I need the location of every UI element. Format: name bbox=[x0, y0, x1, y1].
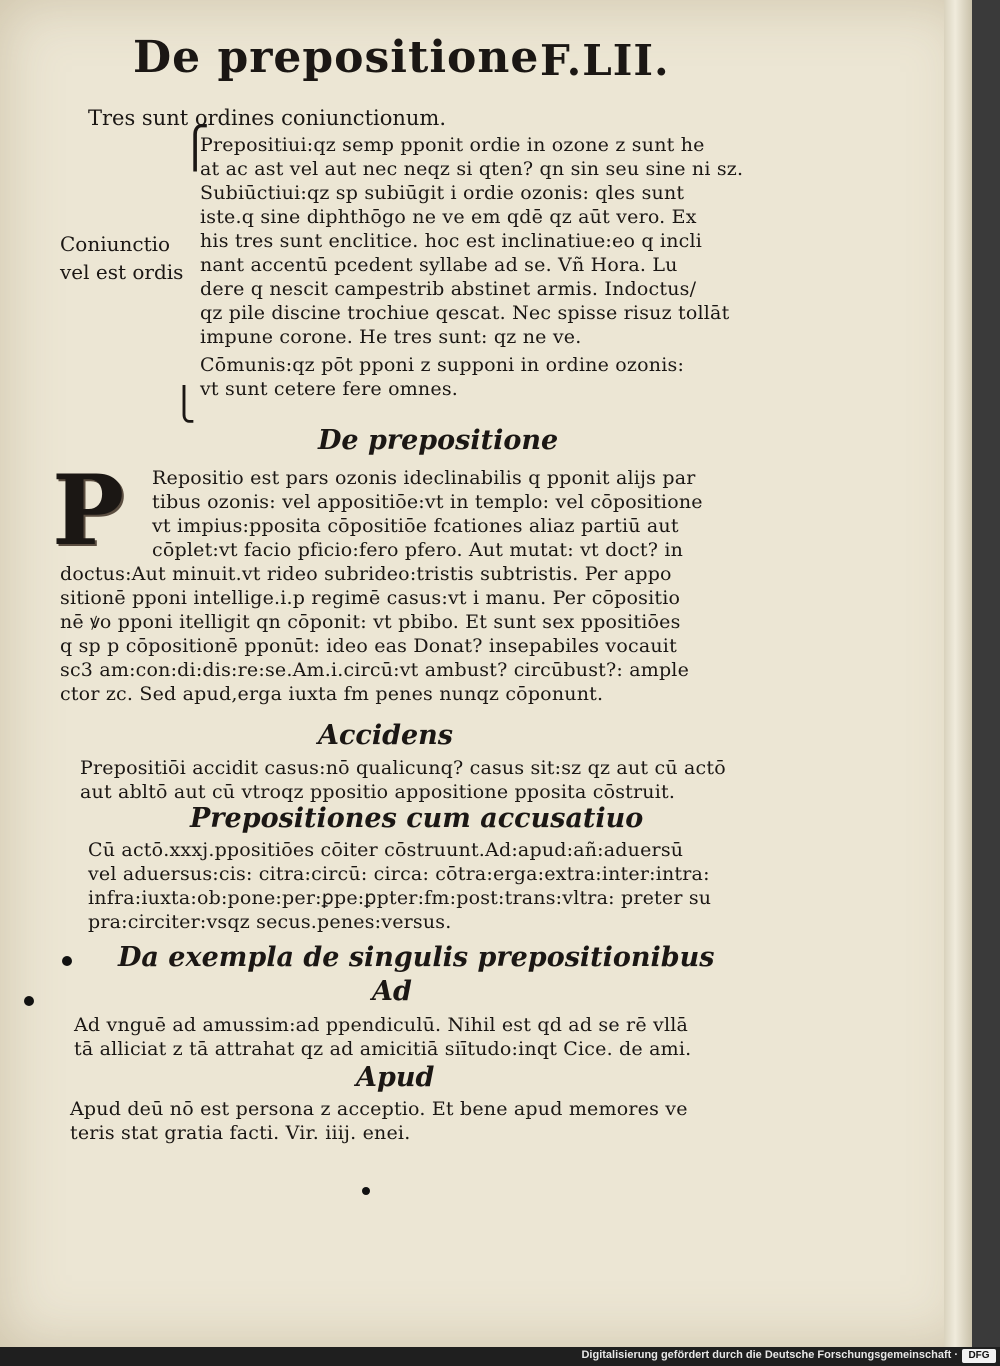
text-line: aut abltō aut cū vtroqz ppositio appositione pposita cōstruit. bbox=[80, 781, 676, 803]
text-line: at ac ast vel aut nec neqz si qten? qn sin seu sine ni sz. bbox=[200, 158, 744, 180]
section-heading-accidens: Accidens bbox=[318, 720, 453, 751]
brace-top-glyph: ⎧ bbox=[180, 125, 210, 171]
text-line: impune corone. He tres sunt: qz ne ve. bbox=[200, 326, 582, 348]
brace-bottom-glyph: ⎩ bbox=[172, 385, 196, 423]
text-line: cōplet:vt facio pficio:fero pfero. Aut mutat: vt doct? in bbox=[152, 539, 684, 561]
conjunction-block bbox=[200, 133, 743, 401]
ink-dot bbox=[62, 956, 72, 966]
page-edge bbox=[944, 0, 972, 1347]
side-label-line: vel est ordis bbox=[60, 260, 184, 284]
text-line: doctus:Aut minuit.vt rideo subrideo:tristis subtristis. Per appo bbox=[60, 563, 672, 585]
dfg-logo: DFG bbox=[962, 1349, 996, 1363]
ink-dot bbox=[24, 996, 34, 1006]
text-line: Cū actō.xxxj.ppositiōes cōiter cōstruunt.Ad:apud:añ:aduersū bbox=[88, 839, 684, 861]
text-line: teris stat gratia facti. Vir. iiij. enei. bbox=[70, 1122, 411, 1144]
footer-credit: Digitalisierung gefördert durch die Deutsche Forschungsgemeinschaft · bbox=[581, 1349, 958, 1361]
text-line: pra:circiter:vsqz secus.penes:versus. bbox=[88, 911, 452, 933]
section-heading-prepositione: De prepositione bbox=[318, 425, 559, 456]
prepositione-block-cont bbox=[60, 562, 689, 706]
prepositione-block bbox=[152, 466, 703, 562]
accusatiuo-block bbox=[88, 838, 711, 934]
text-line: q sp p cōpositionē pponūt: ideo eas Donat? insepabiles vocauit bbox=[60, 635, 677, 657]
text-line: ctor zc. Sed apud,erga iuxta fm penes nunqz cōponunt. bbox=[60, 683, 604, 705]
text-line: sc3 am:con:di:dis:re:se.Am.i.circū:vt ambust? circūbust?: ample bbox=[60, 659, 690, 681]
text-line: Subiūctiui:qz sp subiūgit i ordie ozonis: qles sunt bbox=[200, 182, 685, 204]
text-line: his tres sunt enclitice. hoc est inclinatiue:eo q incli bbox=[200, 230, 703, 252]
text-line: nē ꝟo pponi itelligit qn cōponit: vt pbibo. Et sunt sex ppositiōes bbox=[60, 611, 681, 633]
text-line: vel aduersus:cis: citra:circū: circa: cōtra:erga:extra:inter:intra: bbox=[88, 863, 710, 885]
text-line: tibus ozonis: vel appositiōe:vt in templo: vel cōpositione bbox=[152, 491, 703, 513]
running-head: De prepositione bbox=[133, 32, 540, 83]
text-line: sitionē pponi intellige.i.p regimē casus:vt i manu. Per cōpositio bbox=[60, 587, 681, 609]
text-line: iste.q sine diphthōgo ne ve em qdē qz aūt vero. Ex bbox=[200, 206, 697, 228]
side-label-line: Coniunctio bbox=[60, 232, 171, 256]
text-line: Prepositiui:qz semp pponit ordie in ozone z sunt he bbox=[200, 134, 705, 156]
text-line: Ad vnguē ad amussim:ad ppendiculū. Nihil est qd ad se rē vllā bbox=[74, 1014, 689, 1036]
text-line: Repositio est pars ozonis ideclinabilis q pponit alijs par bbox=[152, 467, 696, 489]
section-heading-ad: Ad bbox=[372, 976, 412, 1007]
text-line: Apud deū nō est persona z acceptio. Et bene apud memores ve bbox=[70, 1098, 688, 1120]
text-line: dere q nescit campestrib abstinet armis. Indoctus/ bbox=[200, 278, 697, 300]
text-line: vt sunt cetere fere omnes. bbox=[200, 378, 459, 400]
accidens-block bbox=[80, 756, 726, 804]
section-heading-accusatiuo: Prepositiones cum accusatiuo bbox=[190, 803, 644, 834]
ink-dot bbox=[362, 1187, 370, 1195]
text-line: vt impius:pposita cōpositiōe fcationes aliaz partiū aut bbox=[152, 515, 679, 537]
text-line: Cōmunis:qz pōt pponi z supponi in ordine ozonis: bbox=[200, 354, 685, 376]
text-line: tā alliciat z tā attrahat qz ad amicitiā siītudo:inqt Cice. de ami. bbox=[74, 1038, 692, 1060]
folio-number: F.LII. bbox=[540, 36, 670, 85]
section-heading-exempla: Da exempla de singulis prepositionibus bbox=[118, 942, 715, 973]
text-line: Prepositiōi accidit casus:nō qualicunq? casus sit:sz qz aut cū actō bbox=[80, 757, 726, 779]
ad-block bbox=[74, 1013, 691, 1061]
side-label bbox=[60, 230, 183, 286]
intro-line: Tres sunt ordines coniunctionum. bbox=[88, 106, 447, 130]
dropcap-letter: P bbox=[52, 454, 125, 567]
apud-block bbox=[70, 1097, 688, 1145]
section-heading-apud: Apud bbox=[356, 1062, 435, 1093]
text-line: infra:iuxta:ob:pone:per:ꝑpe:ꝑpter:fm:post:trans:vltra: preter su bbox=[88, 887, 712, 909]
text-line: qz pile discine trochiue qescat. Nec spisse risuz tollāt bbox=[200, 302, 730, 324]
text-line: nant accentū pcedent syllabe ad se. Vñ Hora. Lu bbox=[200, 254, 678, 276]
